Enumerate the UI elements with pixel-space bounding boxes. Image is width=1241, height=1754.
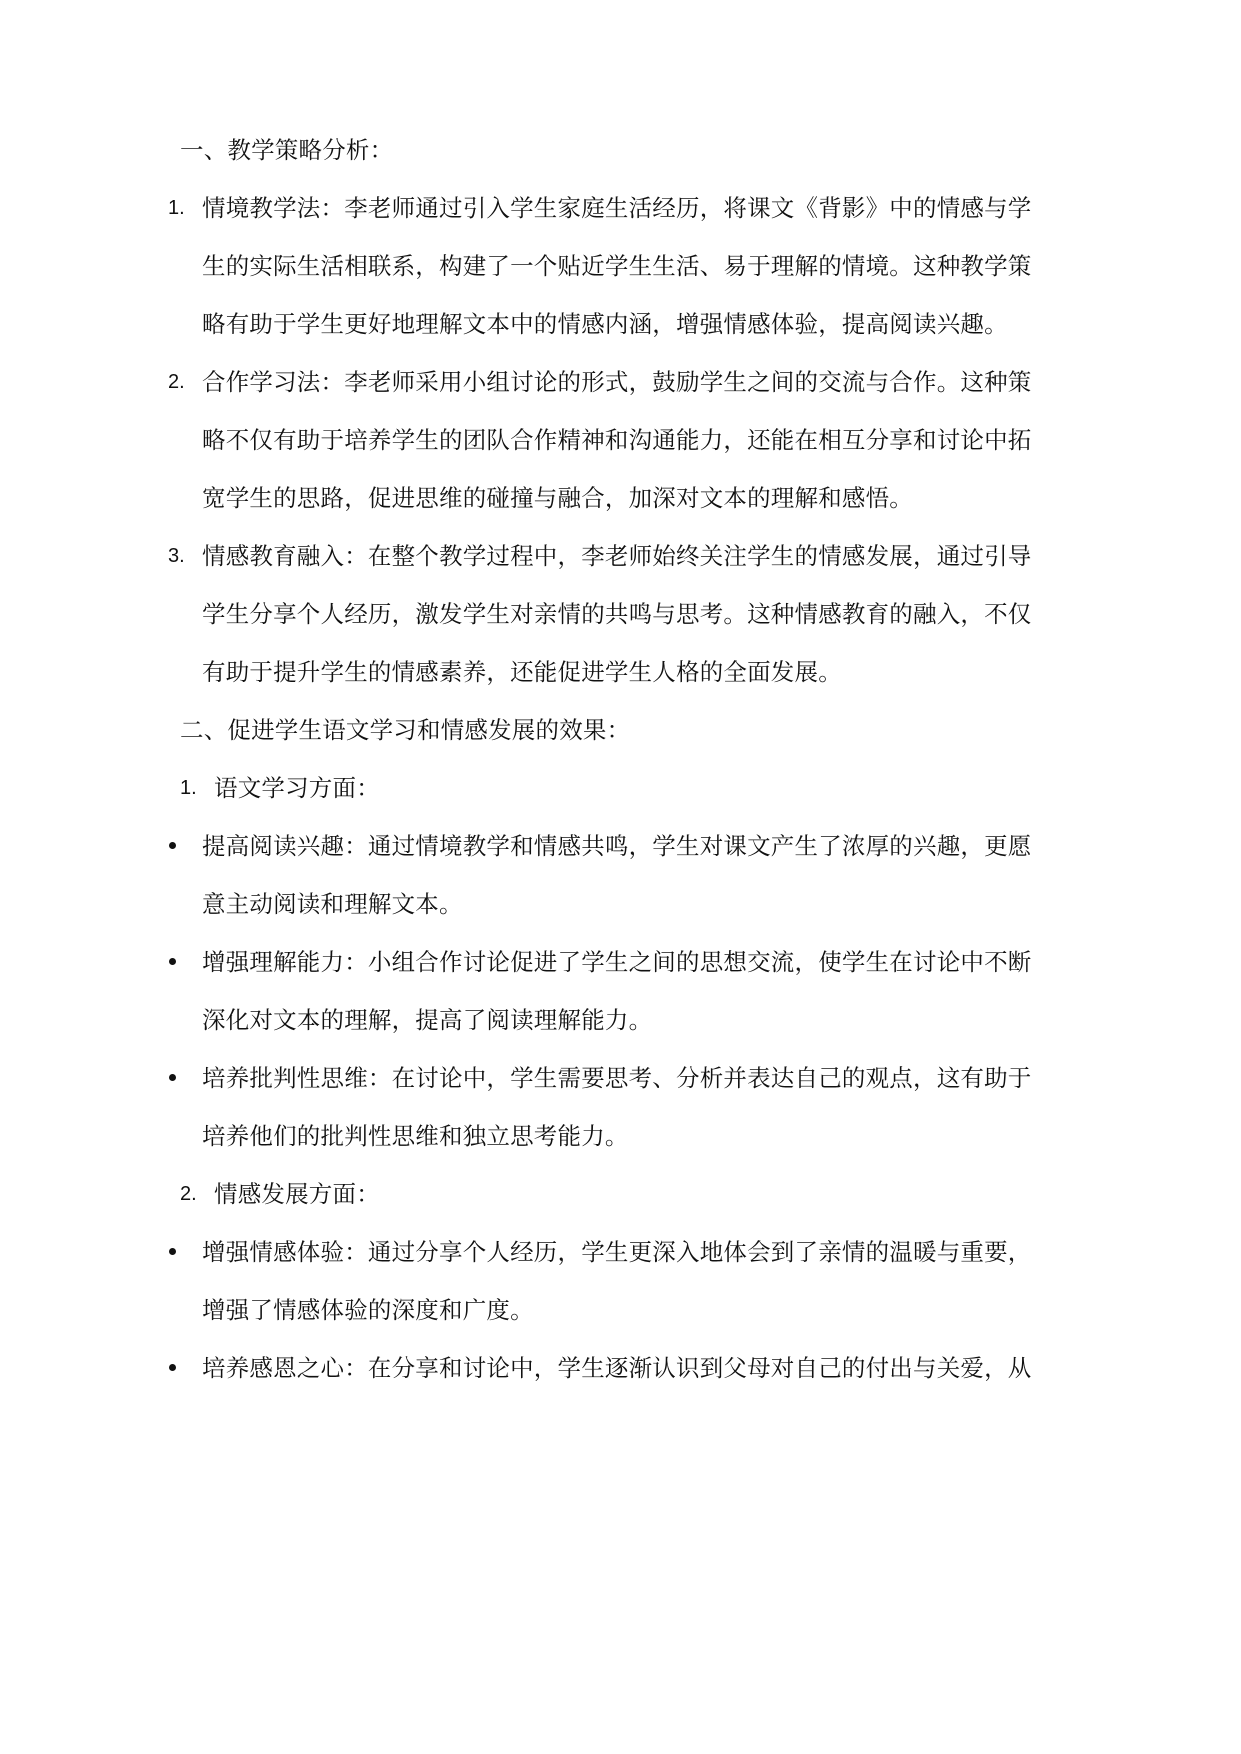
bullet-icon (169, 1074, 176, 1081)
bullet-icon (169, 1364, 176, 1371)
paragraph-line: 宽学生的思路，促进思维的碰撞与融合，加深对文本的理解和感悟。 (202, 484, 913, 512)
bullet-line: 培养他们的批判性思维和独立思考能力。 (202, 1122, 629, 1150)
bullet-line: 意主动阅读和理解文本。 (202, 890, 463, 918)
bullet-line: 深化对文本的理解，提高了阅读理解能力。 (202, 1006, 653, 1034)
subsection-number: 2. (180, 1183, 197, 1205)
paragraph-line: 略不仅有助于培养学生的团队合作精神和沟通能力，还能在相互分享和讨论中拓 (202, 426, 1032, 454)
section-heading: 一、教学策略分析： (180, 136, 394, 164)
bullet-icon (169, 958, 176, 965)
section-heading: 二、促进学生语文学习和情感发展的效果： (180, 716, 631, 744)
subsection-title: 情感发展方面： (214, 1180, 380, 1208)
paragraph-line: 生的实际生活相联系，构建了一个贴近学生生活、易于理解的情境。这种教学策 (202, 252, 1032, 280)
paragraph-line: 有助于提升学生的情感素养，还能促进学生人格的全面发展。 (202, 658, 842, 686)
paragraph-line: 略有助于学生更好地理解文本中的情感内涵，增强情感体验，提高阅读兴趣。 (202, 310, 1008, 338)
bullet-line: 培养感恩之心：在分享和讨论中，学生逐渐认识到父母对自己的付出与关爱，从 (202, 1354, 1032, 1382)
bullet-icon (169, 1248, 176, 1255)
subsection-number: 1. (180, 777, 197, 799)
paragraph-line: 合作学习法：李老师采用小组讨论的形式，鼓励学生之间的交流与合作。这种策 (202, 368, 1032, 396)
bullet-line: 培养批判性思维：在讨论中，学生需要思考、分析并表达自己的观点，这有助于 (202, 1064, 1032, 1092)
item-number: 1. (168, 197, 185, 219)
paragraph-line: 情感教育融入：在整个教学过程中，李老师始终关注学生的情感发展，通过引导 (202, 542, 1032, 570)
subsection-title: 语文学习方面： (214, 774, 380, 802)
paragraph-line: 情境教学法：李老师通过引入学生家庭生活经历，将课文《背影》中的情感与学 (202, 194, 1032, 222)
paragraph-line: 学生分享个人经历，激发学生对亲情的共鸣与思考。这种情感教育的融入，不仅 (202, 600, 1032, 628)
item-number: 3. (168, 545, 185, 567)
bullet-line: 增强情感体验：通过分享个人经历，学生更深入地体会到了亲情的温暖与重要， (202, 1238, 1032, 1266)
bullet-line: 提高阅读兴趣：通过情境教学和情感共鸣，学生对课文产生了浓厚的兴趣，更愿 (202, 832, 1032, 860)
bullet-line: 增强了情感体验的深度和广度。 (202, 1296, 534, 1324)
bullet-line: 增强理解能力：小组合作讨论促进了学生之间的思想交流，使学生在讨论中不断 (202, 948, 1032, 976)
bullet-icon (169, 842, 176, 849)
item-number: 2. (168, 371, 185, 393)
